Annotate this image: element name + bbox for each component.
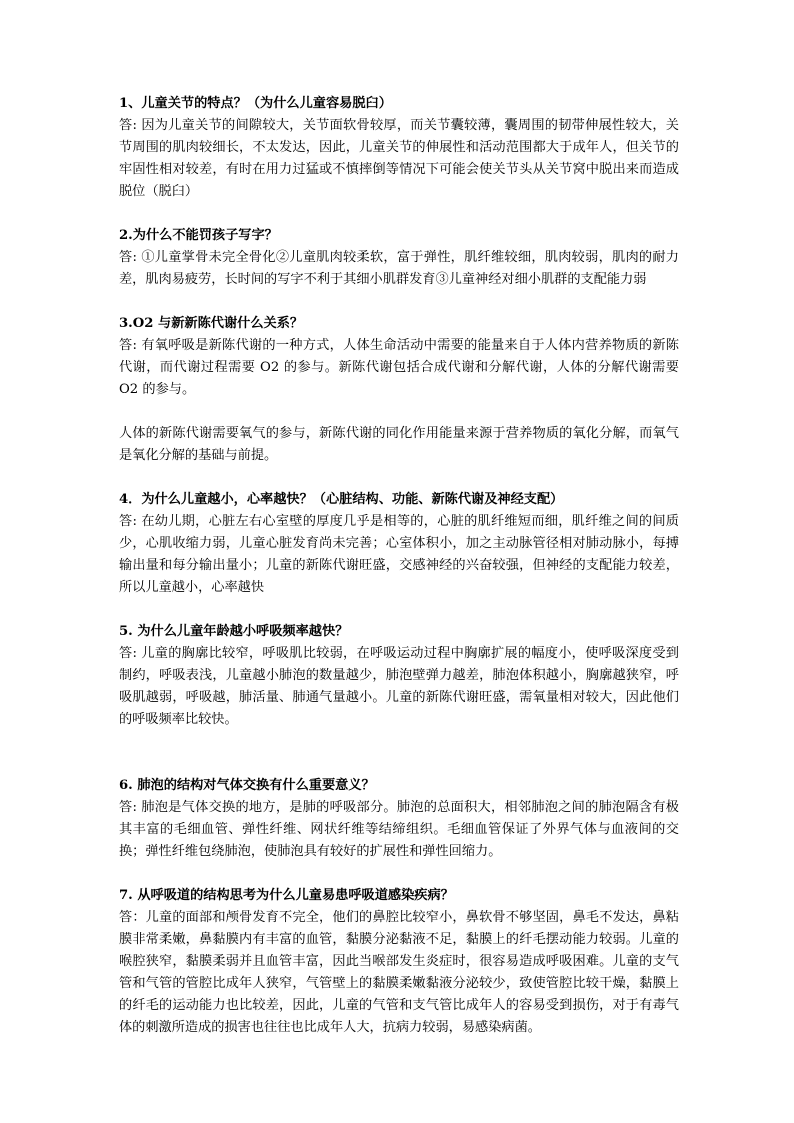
answer-paragraph: 答: ①儿童掌骨未完全骨化②儿童肌肉较柔软，富于弹性，肌纤维较细，肌肉较弱，肌肉的耐力差，肌肉易疲劳，长时间的写字不利于其细小肌群发育③儿童神经对细小肌群的支配能力弱	[119, 250, 679, 287]
question-heading: 2.为什么不能罚孩子写字？	[119, 228, 278, 243]
question-heading: 6. 肺泡的结构对气体交换有什么重要意义？	[119, 778, 375, 793]
qa-item-5	[119, 621, 679, 731]
answer-paragraph: 答: 儿童的胸廓比较窄，呼吸肌比较弱，在呼吸运动过程中胸廓扩展的幅度小，使呼吸深度受到制约，呼吸表浅，儿童越小肺泡的数量越少，肺泡壁弹力越差，肺泡体积越小，胸廓越狭窄，呼吸肌越弱，呼吸越，肺活量、肺通气量越小。儿童的新陈代谢旺盛，需氧量相对较大，因此他们的呼吸频率比较快。	[119, 646, 679, 727]
qa-item-3	[119, 313, 679, 467]
answer-paragraph: 答: 肺泡是气体交换的地方，是肺的呼吸部分。肺泡的总面积大，相邻肺泡之间的肺泡隔含有极其丰富的毛细血管、弹性纤维、网状纤维等结缔组织。毛细血管保证了外界气体与血液间的交换；弹性纤维包绕肺泡，使肺泡具有较好的扩展性和弹性回缩力。	[119, 800, 679, 859]
qa-item-4	[119, 489, 679, 599]
question-heading: 3.O2 与新新陈代谢什么关系？	[119, 316, 304, 331]
answer-paragraph: 答：儿童的面部和颅骨发育不完全，他们的鼻腔比较窄小，鼻软骨不够坚固，鼻毛不发达，鼻粘膜非常柔嫩，鼻黏膜内有丰富的血管，黏膜分泌黏液不足，黏膜上的纤毛摆动能力较弱。儿童的喉腔狭窄，黏膜柔弱并且血管丰富，因此当喉部发生炎症时，很容易造成呼吸困难。儿童的支气管和气管的管腔比成年人狭窄，气管壁上的黏膜柔嫩黏液分泌较少，致使管腔比较干燥，黏膜上的纤毛的运动能力也比较差，因此，儿童的气管和支气管比成年人的容易受到损伤，对于有毒气体的刺激所造成的损害也往往也比成年人大，抗病力较弱，易感染病菌。	[119, 910, 679, 1035]
question-heading: 7. 从呼吸道的结构思考为什么儿童易患呼吸道感染疾病？	[119, 888, 454, 903]
question-heading: 1、儿童关节的特点？（为什么儿童容易脱臼）	[119, 96, 392, 111]
answer-extra-paragraph: 人体的新陈代谢需要氧气的参与，新陈代谢的同化作用能量来源于营养物质的氧化分解，而氧气是氧化分解的基础与前提。	[119, 426, 679, 463]
qa-item-7	[119, 885, 679, 1039]
answer-paragraph: 答: 有氧呼吸是新陈代谢的一种方式，人体生命活动中需要的能量来自于人体内营养物质的新陈代谢，而代谢过程需要 O2 的参与。新陈代谢包括合成代谢和分解代谢，人体的分解代谢需要 O2 的参与。	[119, 338, 679, 397]
qa-item-1	[119, 93, 679, 203]
qa-item-2	[119, 225, 679, 291]
question-heading: 4．为什么儿童越小，心率越快？（心脏结构、功能、新陈代谢及神经支配）	[119, 492, 564, 507]
qa-item-6	[119, 775, 679, 863]
answer-paragraph: 答: 因为儿童关节的间隙较大，关节面软骨较厚，而关节囊较薄，囊周围的韧带伸展性较大，关节周围的肌肉较细长，不太发达，因此，儿童关节的伸展性和活动范围都大于成年人，但关节的牢固性相对较差，有时在用力过猛或不慎摔倒等情况下可能会使关节头从关节窝中脱出来而造成脱位（脱臼）	[119, 118, 679, 199]
answer-paragraph: 答: 在幼儿期，心脏左右心室壁的厚度几乎是相等的，心脏的肌纤维短而细，肌纤维之间的间质少，心肌收缩力弱，儿童心脏发育尚未完善；心室体积小，加之主动脉管径相对肺动脉小，每搏输出量和每分输出量小；儿童的新陈代谢旺盛，交感神经的兴奋较强，但神经的支配能力较差，所以儿童越小，心率越快	[119, 514, 679, 595]
question-heading: 5. 为什么儿童年龄越小呼吸频率越快？	[119, 624, 349, 639]
document-body	[119, 93, 679, 1039]
